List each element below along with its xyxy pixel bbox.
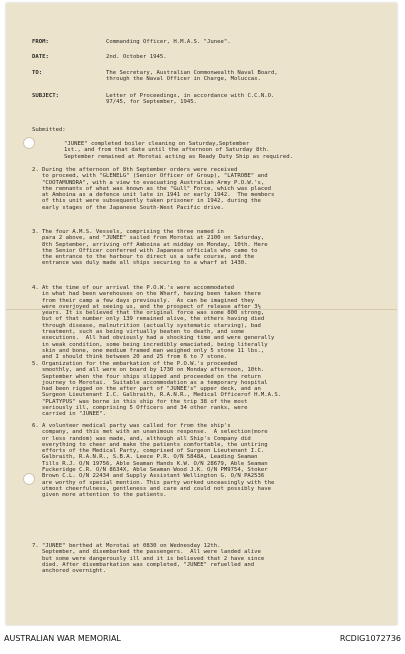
submitted-line: Submitted: [32,127,66,133]
paragraph-4-text: At the time of our arrival the P.O.W.'s were accommodated in what had been warehouses on the Wharf, having been taken there from their camp a few days previously. As can be imagined they were overjoyed at seeing us, and the prospect of release after 3½ years. It is believed that the original force was some 800 strong, but of that number only 139 remained alive, the others having died through disease, malnutrition (actually systematic starving), bad treatment, such as being virtually beaten to death, and some executions. All had obviously had a shocking time and were generally in weak condition, some being incredibly emaciated, being literally skin and bone, one medium framed man weighed only 5 stone 11 lbs., and I should think between 20 and 25 from 6 to 7 stone. [42,285,275,361]
subject-value: Letter of Proceedings, in accordance with C.C.N.O. 97/45, for September, 1945. [106,93,275,106]
subject-label: SUBJECT: [32,93,59,99]
to-label: TO: [32,70,43,76]
paragraph-3-text: The four A.M.S. Vessels, comprising the three named in para 2 above, and "JUNEE" sailed from Morotai at 2100 on Saturday, 8th September, arriving off Amboina at midday on Monday, 10th. Here the Senior Officer conferred with Japanese officials who came to the entrance to the harbour to direct us a safe course, and the entrance was duly made all ships securing to a wharf at 1430. [42,229,268,267]
archive-footer [0,626,405,654]
from-label: FROM: [32,39,49,45]
archive-name: AUSTRALIAN WAR MEMORIAL [4,634,121,643]
paragraph-1-text: "JUNEE" completed boiler cleaning on Saturday,September 1st., and from that date until the afternoon of Saturday 8th. September remained at Morotai acting as Ready Duty Ship as required. [64,141,294,160]
punch-hole [23,137,35,149]
to-value: The Secretary, Australian Commonwealth Naval Board, through the Naval Officer in Charge, Moluccas. [106,70,278,83]
date-label: DATE: [32,54,49,60]
paragraph-5-text: Organization for the embarkation of the P.O.W.'s proceeded smoothly, and all were on board by 1730 on Monday afternoon, 10th. September when the four ships slipped and proceeded on the return journey to Morotai. Suitable accommodation as a temporary hospital had been rigged on the after part of "JUNEE's" upper deck, and an Surgeon Lieutenant I.C. Galbraith, R.A.N.R., Medical Officerof H.M.A.S. "PLATYPUS" was borne in this ship for the trip 38 of the most seriously ill, comprising 5 Officers and 34 other ranks, were carried in "JUNEE". [42,361,282,418]
paragraph-6-number: 6. [32,423,39,429]
from-value: Commanding Officer, H.M.A.S. "Junee". [106,39,231,45]
paragraph-2-number: 2. [32,167,39,173]
paragraph-7-text: "JUNEE" berthed at Morotai at 0830 on Wednesday 12th. September, and disembarked the passengers. All were landed alive but some were dangerously ill and it is believed that 2 have since died. After disembarkation was completed, "JUNEE" refuelled and anchored overnight. [42,543,265,575]
punch-hole [23,473,35,485]
date-value: 2nd. October 1945. [106,54,167,60]
paragraph-5-number: 5. [32,361,39,367]
paragraph-3-number: 3. [32,229,39,235]
record-id: RCDIG1072736 [339,634,401,643]
paragraph-7-number: 7. [32,543,39,549]
document-page [6,3,397,625]
paragraph-2-text: During the afternoon of 8th September orders were received to proceed, with "GLENELG" (Senior Officer of Group), "LATROBE" and "COOTAMUNDRA", with a view to evacuating Australian Army P.O.W.'s, the remnants of what was known as the "Gull" Force, which was placed at Amboina as a defence unit late in 1941 or early 1942. The members of this unit were subsequently taken prisoner in 1942, during the early stages of the Japanese South-West Pacific drive. [42,167,275,211]
paragraph-6-text: A volunteer medical party was called for from the ship's company, and this met with an unanimous response. A selection(more or less random) was made, and, although all Ship's Company did everything to cheer and make the patients comfortable, the untiring efforts of the Medical Party, comprised of Surgeon Lieutenant I.C. Galbraith, R.A.N.R., S.B.A. Leece P.R. O/N 5848A, Leading Seaman Tills R.J. O/N 19756, Able Seaman Hands K.W. O/N 28679, Able Seaman Fuckeridge C.R. O/N 8634X, Able Seaman Wood J.K. O/N PM9754, Stoker Brown C.L. O/N 22434 and Supply Assistant Wellington G. O/N PA2536 are worthy of special mention. This party worked unceasingly with the utmost cheerfulness, gentleness and care and could not possibly have given more attention to the patients. [42,423,275,499]
paragraph-4-number: 4. [32,285,39,291]
